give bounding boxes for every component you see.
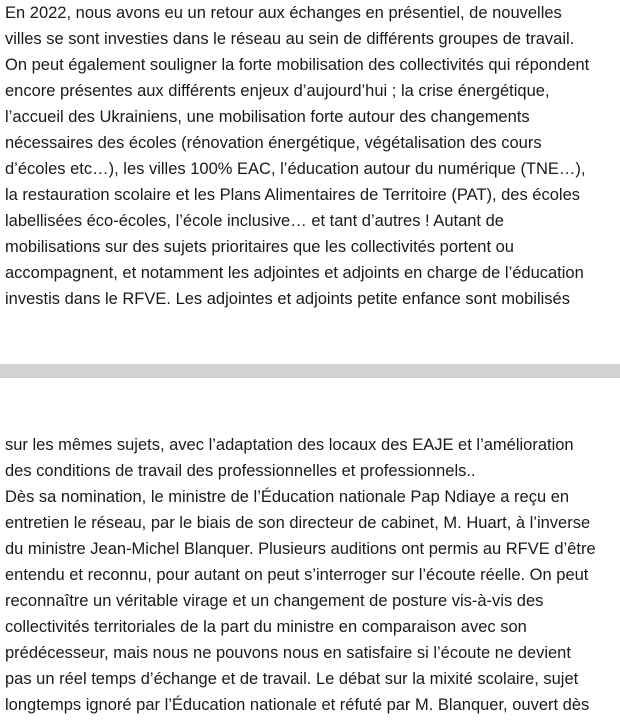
- text-line: longtemps ignoré par l’Éducation nationale et réfuté par M. Blanquer, ouvert dès: [5, 696, 590, 714]
- text-line: mobilisations sur des sujets prioritaires que les collectivités portent ou: [5, 238, 514, 256]
- text-line: entendu et reconnu, pour autant on peut s’interroger sur l’écoute réelle. On peut: [5, 566, 589, 584]
- text-line: nécessaires des écoles (rénovation énergétique, végétalisation des cours: [5, 134, 542, 152]
- page-separator: [0, 364, 620, 378]
- text-line: sur les mêmes sujets, avec l’adaptation des locaux des EAJE et l’amélioration: [5, 436, 574, 454]
- text-line: des conditions de travail des professionnelles et professionnels..: [5, 462, 476, 480]
- text-line: prédécesseur, mais nous ne pouvons nous en satisfaire si l’écoute ne devient: [5, 644, 571, 662]
- text-line: la restauration scolaire et les Plans Alimentaires de Territoire (PAT), des écoles: [5, 186, 581, 204]
- text-line: villes se sont investies dans le réseau au sein de différents groupes de travail.: [5, 30, 575, 48]
- text-line: d’écoles etc…), les villes 100% EAC, l’éducation autour du numérique (TNE…),: [5, 160, 586, 178]
- text-line: En 2022, nous avons eu un retour aux échanges en présentiel, de nouvelles: [5, 4, 562, 22]
- text-line: entretien le réseau, par le biais de son directeur de cabinet, M. Huart, à l’inverse: [5, 514, 591, 532]
- document-page-bottom: [0, 378, 620, 722]
- text-line: pas un réel temps d’échange et de travail. Le débat sur la mixité scolaire, sujet: [5, 670, 579, 688]
- text-line: labellisées éco-écoles, l’école inclusive… et tant d’autres ! Autant de: [5, 212, 504, 230]
- text-line: investis dans le RFVE. Les adjointes et adjoints petite enfance sont mobilisés: [5, 290, 570, 308]
- text-line: On peut également souligner la forte mobilisation des collectivités qui répondent: [5, 56, 590, 74]
- text-line: collectivités territoriales de la part du ministre en comparaison avec son: [5, 618, 527, 636]
- text-line: accompagnent, et notamment les adjointes et adjoints en charge de l’éducation: [5, 264, 584, 282]
- text-line: Dès sa nomination, le ministre de l’Éducation nationale Pap Ndiaye a reçu en: [5, 488, 570, 506]
- text-line: du ministre Jean-Michel Blanquer. Plusieurs auditions ont permis au RFVE d’être: [5, 540, 596, 558]
- text-line: encore présentes aux différents enjeux d’aujourd’hui ; la crise énergétique,: [5, 82, 550, 100]
- text-line: l’accueil des Ukrainiens, une mobilisation forte autour des changements: [5, 108, 530, 126]
- text-line: reconnaître un véritable virage et un changement de posture vis-à-vis des: [5, 592, 544, 610]
